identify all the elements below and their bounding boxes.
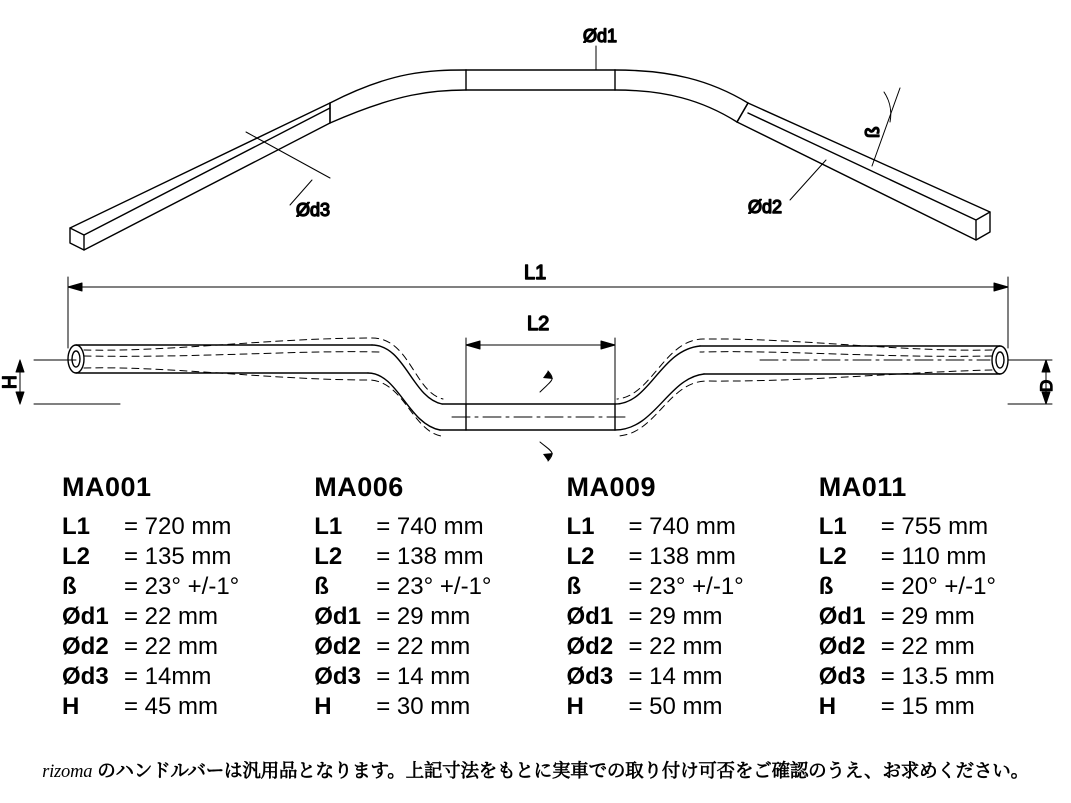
model-title: MA011 (818, 472, 907, 502)
spec-table (0, 472, 1071, 722)
spec-key: ß (62, 573, 77, 600)
spec-key: Ød3 (818, 663, 866, 690)
spec-key: H (62, 693, 80, 720)
spec-value: = 29 mm (376, 603, 471, 630)
spec-row (819, 602, 1071, 632)
spec-row (567, 632, 819, 662)
spec-key: L1 (62, 513, 91, 540)
spec-key: Ød3 (62, 663, 109, 690)
spec-row (62, 512, 314, 542)
spec-key: ß (314, 573, 329, 600)
top-view-outline (70, 46, 990, 250)
label-d3-top: Ød3 (296, 200, 331, 220)
spec-value: = 23° +/-1° (628, 573, 744, 600)
spec-key: Ød2 (314, 633, 361, 660)
model-title: MA009 (566, 472, 657, 502)
spec-value: = 29 mm (628, 603, 723, 630)
spec-row (819, 692, 1071, 722)
spec-value: = 20° +/-1° (880, 573, 997, 600)
spec-row (819, 632, 1071, 662)
front-view-outline (68, 345, 1008, 430)
spec-row (567, 542, 819, 572)
spec-key: Ød3 (314, 663, 361, 690)
footnote-text: のハンドルバーは汎用品となります。上記寸法をもとに実車での取り付け可否をご確認のうえ、お求めください。 (92, 760, 1029, 781)
spec-key: L2 (314, 543, 343, 570)
spec-row (819, 512, 1071, 542)
spec-key: L1 (566, 513, 595, 540)
spec-row (819, 542, 1071, 572)
spec-column-ma009 (567, 472, 819, 722)
spec-row (567, 512, 819, 542)
spec-value: = 23° +/-1° (124, 573, 240, 600)
spec-key: H (818, 693, 837, 720)
spec-column-ma006 (314, 472, 566, 722)
spec-value: = 110 mm (880, 543, 987, 570)
spec-row (819, 662, 1071, 692)
spec-value: = 22 mm (880, 633, 975, 660)
spec-row (62, 632, 314, 662)
spec-key: Ød1 (818, 603, 866, 630)
spec-value: = 22 mm (124, 633, 219, 660)
spec-column-ma001 (62, 472, 314, 722)
spec-value: = 30 mm (376, 693, 471, 720)
model-title: MA001 (62, 472, 152, 502)
spec-row (567, 662, 819, 692)
label-D: D (1037, 379, 1056, 392)
label-H: H (0, 375, 21, 389)
spec-value: = 15 mm (880, 693, 975, 720)
spec-value: = 14 mm (628, 663, 723, 690)
label-beta-top: ß (863, 126, 884, 138)
spec-column-ma011 (819, 472, 1071, 722)
label-L2: L2 (527, 313, 550, 335)
label-L1: L1 (524, 262, 547, 284)
spec-row (62, 602, 314, 632)
front-view-dimensions (16, 277, 1052, 461)
spec-key: L2 (62, 543, 91, 570)
spec-key: Ød1 (314, 603, 361, 630)
spec-value: = 138 mm (628, 543, 736, 570)
spec-row (62, 542, 314, 572)
spec-value: = 720 mm (124, 513, 232, 540)
spec-key: L1 (314, 513, 343, 540)
spec-row (62, 662, 314, 692)
spec-key: Ød1 (566, 603, 614, 630)
spec-value: = 22 mm (376, 633, 471, 660)
label-d1-top: Ød1 (583, 26, 618, 46)
spec-row (567, 572, 819, 602)
spec-row (567, 602, 819, 632)
spec-row (62, 572, 314, 602)
spec-value: = 22 mm (628, 633, 723, 660)
spec-key: H (314, 693, 332, 720)
spec-value: = 29 mm (880, 603, 975, 630)
spec-value: = 138 mm (376, 543, 484, 570)
spec-key: H (566, 693, 584, 720)
spec-row (567, 692, 819, 722)
spec-value: = 45 mm (124, 693, 219, 720)
spec-row (62, 692, 314, 722)
spec-key: ß (818, 573, 834, 600)
spec-value: = 23° +/-1° (376, 573, 492, 600)
spec-row (314, 602, 566, 632)
spec-value: = 740 mm (376, 513, 484, 540)
spec-key: Ød2 (566, 633, 614, 660)
top-view-dimension-text (296, 26, 884, 220)
spec-value: = 13.5 mm (880, 663, 995, 690)
front-view-hidden-lines (84, 338, 992, 436)
spec-key: Ød1 (62, 603, 109, 630)
spec-row (314, 512, 566, 542)
spec-value: = 22 mm (124, 603, 219, 630)
spec-row (819, 572, 1071, 602)
spec-key: ß (566, 573, 582, 600)
spec-value: = 50 mm (628, 693, 723, 720)
spec-row (314, 632, 566, 662)
spec-value: = 755 mm (880, 513, 989, 540)
spec-row (314, 542, 566, 572)
spec-key: L1 (818, 513, 847, 540)
footnote (0, 757, 1071, 783)
spec-value: = 14 mm (376, 663, 471, 690)
spec-row (314, 662, 566, 692)
spec-value: = 135 mm (124, 543, 232, 570)
spec-value: = 740 mm (628, 513, 736, 540)
spec-key: L2 (566, 543, 595, 570)
spec-value: = 14mm (124, 663, 212, 690)
brand-name: rizoma (42, 762, 93, 782)
spec-row (314, 572, 566, 602)
spec-key: Ød2 (62, 633, 109, 660)
model-title: MA006 (314, 472, 404, 502)
spec-key: Ød3 (566, 663, 614, 690)
spec-key: L2 (818, 543, 847, 570)
spec-row (314, 692, 566, 722)
label-d2-top: Ød2 (748, 197, 783, 217)
spec-key: Ød2 (818, 633, 866, 660)
